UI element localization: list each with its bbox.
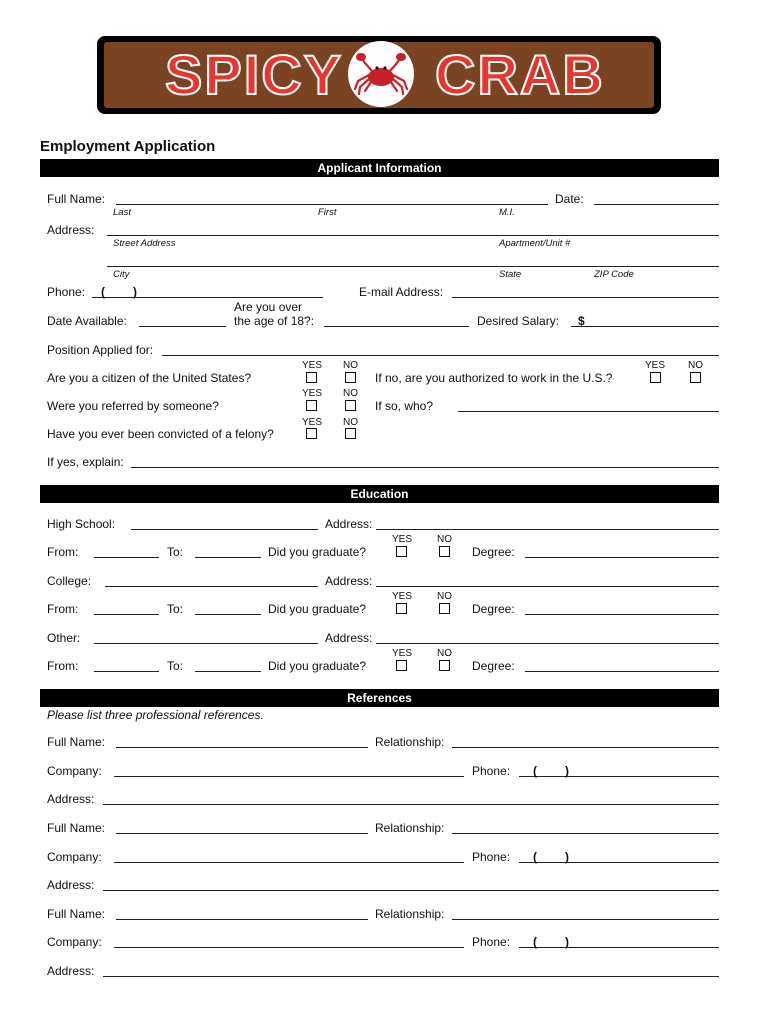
state-sublabel: State xyxy=(499,269,522,280)
salary-dollar: $ xyxy=(578,314,585,328)
city-state-zip-field[interactable] xyxy=(107,266,719,267)
felony-no-label: NO xyxy=(343,417,358,428)
ref2-phone-label: Phone: xyxy=(472,850,511,864)
citizen-yes-label: YES xyxy=(302,360,323,371)
college-address-field[interactable] xyxy=(376,586,719,587)
age-label-line2: the age of 18?: xyxy=(234,314,315,328)
ref3-relationship-field[interactable] xyxy=(452,919,719,920)
ref1-relationship-field[interactable] xyxy=(452,747,719,748)
hs-from-label: From: xyxy=(47,545,79,559)
apt-sublabel: Apartment/Unit # xyxy=(499,238,571,249)
authorized-yes-checkbox[interactable] xyxy=(650,372,661,383)
date-available-field[interactable] xyxy=(139,326,226,327)
citizen-question: Are you a citizen of the United States? xyxy=(47,371,252,385)
ref3-full-name-field[interactable] xyxy=(116,919,368,920)
ref1-company-field[interactable] xyxy=(114,776,464,777)
logo-word-crab: CRAB xyxy=(435,43,605,106)
ref1-phone-paren-close: ) xyxy=(565,764,569,778)
ref1-full-name-field[interactable] xyxy=(116,747,368,748)
college-to-label: To: xyxy=(167,602,184,616)
ref2-phone-paren-close: ) xyxy=(565,850,569,864)
email-label: E-mail Address: xyxy=(359,285,444,299)
other-to-field[interactable] xyxy=(195,671,261,672)
date-label: Date: xyxy=(555,192,584,206)
zip-sublabel: ZIP Code xyxy=(594,269,634,280)
authorized-yes-label: YES xyxy=(645,360,666,371)
full-name-label: Full Name: xyxy=(47,192,106,206)
hs-grad-no-checkbox[interactable] xyxy=(439,546,450,557)
hs-degree-field[interactable] xyxy=(525,557,719,558)
date-available-label: Date Available: xyxy=(47,314,127,328)
phone-paren-open: ( xyxy=(101,285,105,299)
page-title: Employment Application xyxy=(40,138,216,155)
ref3-phone-paren-open: ( xyxy=(533,935,537,949)
age-label-line1: Are you over xyxy=(234,300,303,314)
referred-yes-label: YES xyxy=(302,388,323,399)
ref3-company-field[interactable] xyxy=(114,947,464,948)
authorized-no-checkbox[interactable] xyxy=(690,372,701,383)
ref3-relationship-label: Relationship: xyxy=(375,907,445,921)
felony-yes-label: YES xyxy=(302,417,323,428)
other-address-label: Address: xyxy=(325,631,373,645)
other-graduate-label: Did you graduate? xyxy=(268,659,367,673)
hs-degree-label: Degree: xyxy=(472,545,515,559)
email-field[interactable] xyxy=(452,297,719,298)
ref3-phone-label: Phone: xyxy=(472,935,511,949)
other-address-field[interactable] xyxy=(376,643,719,644)
college-degree-field[interactable] xyxy=(525,614,719,615)
other-grad-no-label: NO xyxy=(437,648,452,659)
referred-yes-checkbox[interactable] xyxy=(306,400,317,411)
referred-who-field[interactable] xyxy=(458,411,719,412)
hs-to-label: To: xyxy=(167,545,184,559)
college-address-label: Address: xyxy=(325,574,373,588)
hs-from-field[interactable] xyxy=(94,557,159,558)
college-from-field[interactable] xyxy=(94,614,159,615)
street-address-field[interactable] xyxy=(107,235,719,236)
phone-label: Phone: xyxy=(47,285,86,299)
other-grad-no-checkbox[interactable] xyxy=(439,660,450,671)
other-from-label: From: xyxy=(47,659,79,673)
address-label: Address: xyxy=(47,223,95,237)
referred-question: Were you referred by someone? xyxy=(47,399,219,413)
high-school-field[interactable] xyxy=(131,529,318,530)
phone-paren-close: ) xyxy=(133,285,137,299)
felony-question: Have you ever been convicted of a felony? xyxy=(47,427,274,441)
high-school-address-label: Address: xyxy=(325,517,373,531)
ref2-company-label: Company: xyxy=(47,850,102,864)
ref1-address-field[interactable] xyxy=(103,804,719,805)
explain-label: If yes, explain: xyxy=(47,455,124,469)
ref2-relationship-field[interactable] xyxy=(452,833,719,834)
ref3-phone-field[interactable] xyxy=(519,947,719,948)
other-degree-field[interactable] xyxy=(525,671,719,672)
ref2-full-name-field[interactable] xyxy=(116,833,368,834)
ref1-phone-label: Phone: xyxy=(472,764,511,778)
hs-to-field[interactable] xyxy=(195,557,261,558)
mi-sublabel: M.I. xyxy=(499,207,515,218)
ref3-address-label: Address: xyxy=(47,964,95,978)
college-to-field[interactable] xyxy=(195,614,261,615)
college-grad-no-checkbox[interactable] xyxy=(439,603,450,614)
street-sublabel: Street Address xyxy=(113,238,176,249)
ref2-phone-field[interactable] xyxy=(519,862,719,863)
citizen-no-label: NO xyxy=(343,360,358,371)
other-field[interactable] xyxy=(94,643,318,644)
references-instruction: Please list three professional references. xyxy=(47,708,264,722)
ref1-full-name-label: Full Name: xyxy=(47,735,106,749)
ref3-company-label: Company: xyxy=(47,935,102,949)
ref3-full-name-label: Full Name: xyxy=(47,907,106,921)
section-applicant-bar: Applicant Information xyxy=(40,159,719,177)
hs-grad-yes-checkbox[interactable] xyxy=(396,546,407,557)
citizen-no-checkbox[interactable] xyxy=(345,372,356,383)
hs-grad-yes-label: YES xyxy=(392,534,413,545)
other-from-field[interactable] xyxy=(94,671,159,672)
referred-who-label: If so, who? xyxy=(375,399,434,413)
college-grad-yes-checkbox[interactable] xyxy=(396,603,407,614)
college-graduate-label: Did you graduate? xyxy=(268,602,367,616)
citizen-yes-checkbox[interactable] xyxy=(306,372,317,383)
full-name-field[interactable] xyxy=(116,204,548,205)
phone-field[interactable] xyxy=(92,297,323,298)
other-degree-label: Degree: xyxy=(472,659,515,673)
college-grad-no-label: NO xyxy=(437,591,452,602)
college-label: College: xyxy=(47,574,92,588)
desired-salary-label: Desired Salary: xyxy=(477,314,560,328)
logo-word-spicy: SPICY xyxy=(165,43,344,106)
college-field[interactable] xyxy=(105,586,318,587)
ref2-company-field[interactable] xyxy=(114,862,464,863)
ref3-phone-paren-close: ) xyxy=(565,935,569,949)
city-sublabel: City xyxy=(113,269,130,280)
high-school-address-field[interactable] xyxy=(376,529,719,530)
first-sublabel: First xyxy=(318,207,337,218)
ref2-full-name-label: Full Name: xyxy=(47,821,106,835)
crab-icon xyxy=(353,51,409,97)
ref3-address-field[interactable] xyxy=(103,976,719,977)
other-label: Other: xyxy=(47,631,81,645)
ref1-relationship-label: Relationship: xyxy=(375,735,445,749)
ref2-address-label: Address: xyxy=(47,878,95,892)
date-field[interactable] xyxy=(594,204,719,205)
hs-grad-no-label: NO xyxy=(437,534,452,545)
logo xyxy=(95,34,663,116)
college-grad-yes-label: YES xyxy=(392,591,413,602)
authorized-question: If no, are you authorized to work in the U.S.? xyxy=(375,371,613,385)
referred-no-label: NO xyxy=(343,388,358,399)
position-label: Position Applied for: xyxy=(47,343,154,357)
section-references-bar: References xyxy=(40,689,719,707)
ref1-company-label: Company: xyxy=(47,764,102,778)
ref1-address-label: Address: xyxy=(47,792,95,806)
hs-graduate-label: Did you graduate? xyxy=(268,545,367,559)
ref2-relationship-label: Relationship: xyxy=(375,821,445,835)
section-education-bar: Education xyxy=(40,485,719,503)
ref2-address-field[interactable] xyxy=(103,890,719,891)
last-sublabel: Last xyxy=(113,207,131,218)
salary-field[interactable] xyxy=(571,326,719,327)
felony-yes-checkbox[interactable] xyxy=(306,428,317,439)
felony-no-checkbox[interactable] xyxy=(345,428,356,439)
other-to-label: To: xyxy=(167,659,184,673)
referred-no-checkbox[interactable] xyxy=(345,400,356,411)
position-field[interactable] xyxy=(162,355,719,356)
college-from-label: From: xyxy=(47,602,79,616)
authorized-no-label: NO xyxy=(688,360,703,371)
other-grad-yes-checkbox[interactable] xyxy=(396,660,407,671)
high-school-label: High School: xyxy=(47,517,116,531)
age-field[interactable] xyxy=(324,326,469,327)
ref2-phone-paren-open: ( xyxy=(533,850,537,864)
college-degree-label: Degree: xyxy=(472,602,515,616)
other-grad-yes-label: YES xyxy=(392,648,413,659)
explain-field[interactable] xyxy=(131,467,719,468)
ref1-phone-paren-open: ( xyxy=(533,764,537,778)
ref1-phone-field[interactable] xyxy=(519,776,719,777)
